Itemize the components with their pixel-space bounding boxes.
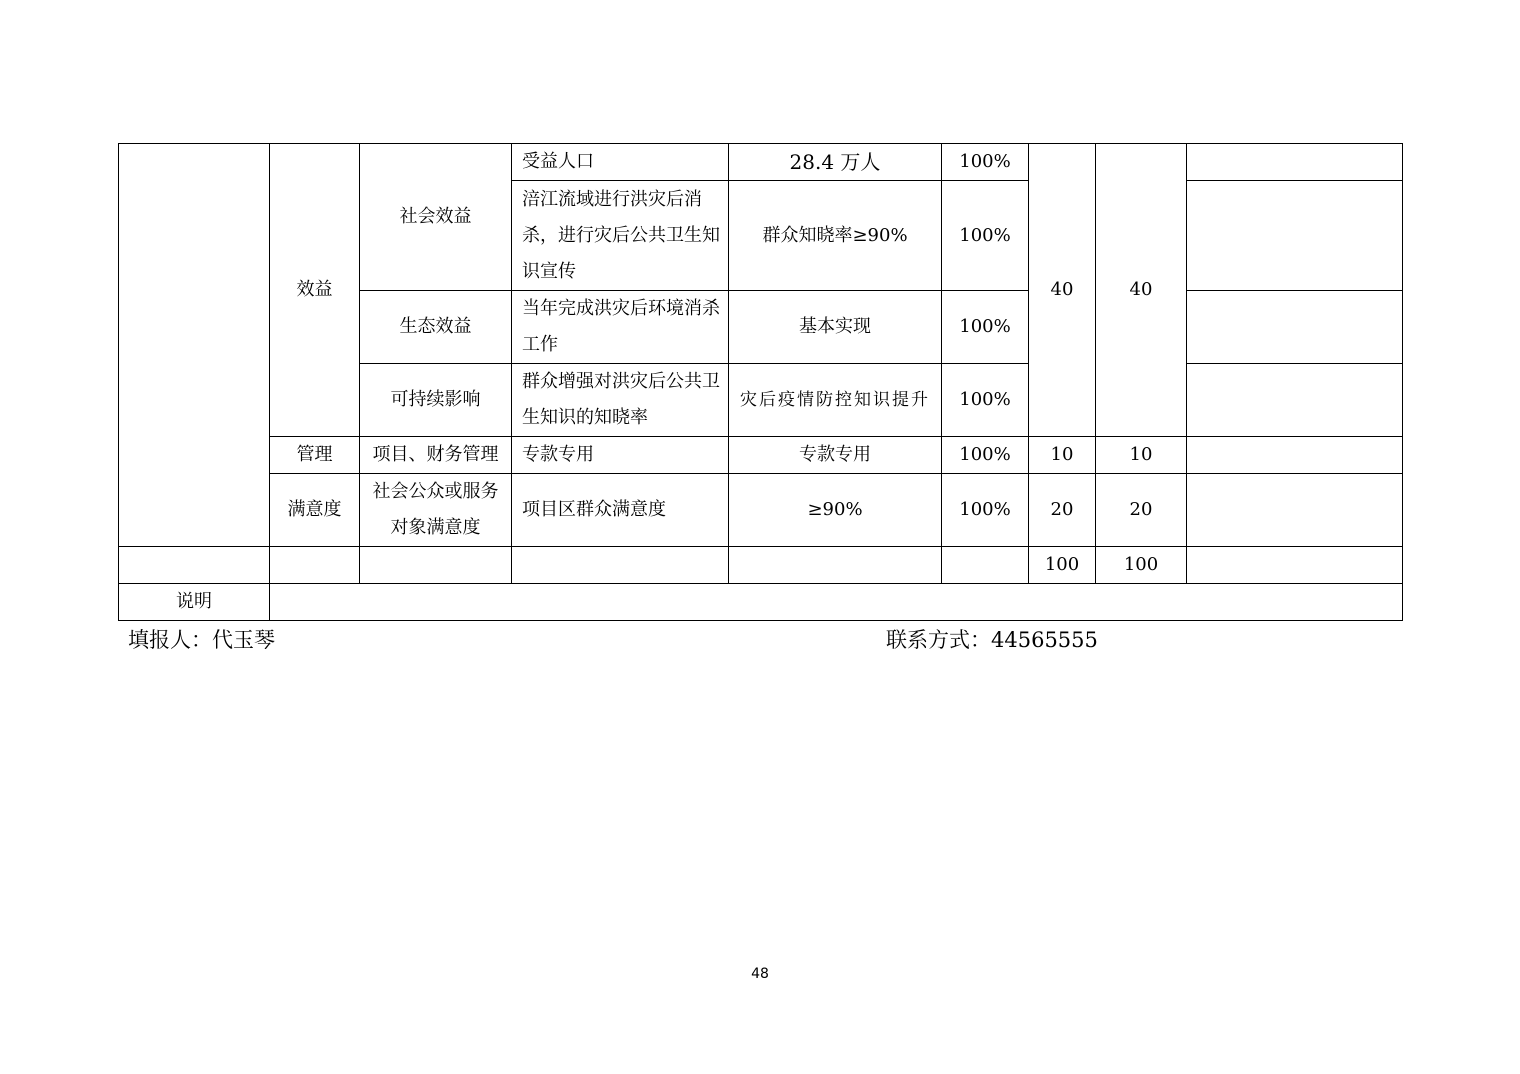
explanation-value (270, 584, 1403, 621)
empty-cell (270, 547, 360, 584)
subcategory-cell: 可持续影响 (360, 364, 512, 437)
subcategory-cell: 社会效益 (360, 144, 512, 291)
target-cell: 群众知晓率≥90% (729, 181, 942, 291)
indicator-cell: 当年完成洪灾后环境消杀工作 (512, 291, 729, 364)
score-cell: 40 (1096, 144, 1187, 437)
indicator-cell: 受益人口 (512, 144, 729, 181)
total-row (119, 547, 1403, 584)
contact-value: 44565555 (991, 628, 1098, 652)
note-cell (1187, 181, 1403, 291)
note-cell (1187, 474, 1403, 547)
indicator-cell: 项目区群众满意度 (512, 474, 729, 547)
weight-cell: 10 (1029, 437, 1096, 474)
subcategory-cell: 项目、财务管理 (360, 437, 512, 474)
table-row (119, 437, 1403, 474)
target-cell: ≥90% (729, 474, 942, 547)
empty-cell (942, 547, 1029, 584)
performance-table (118, 143, 1403, 621)
first-column-cell (119, 144, 270, 547)
reporter-line (128, 624, 275, 654)
subcategory-cell: 生态效益 (360, 291, 512, 364)
note-cell (1187, 364, 1403, 437)
category-cell: 管理 (270, 437, 360, 474)
empty-cell (360, 547, 512, 584)
empty-cell (119, 547, 270, 584)
empty-cell (1187, 547, 1403, 584)
indicator-cell: 群众增强对洪灾后公共卫生知识的知晓率 (512, 364, 729, 437)
category-cell: 效益 (270, 144, 360, 437)
completion-cell: 100% (942, 437, 1029, 474)
target-cell: 28.4 万人 (729, 144, 942, 181)
note-cell (1187, 437, 1403, 474)
completion-cell: 100% (942, 181, 1029, 291)
target-cell: 专款专用 (729, 437, 942, 474)
note-cell (1187, 291, 1403, 364)
category-cell: 满意度 (270, 474, 360, 547)
total-weight-cell: 100 (1029, 547, 1096, 584)
total-score-cell: 100 (1096, 547, 1187, 584)
explanation-row (119, 584, 1403, 621)
target-cell: 灾后疫情防控知识提升 (729, 364, 942, 437)
table-row (119, 144, 1403, 181)
reporter-label: 填报人： (128, 628, 212, 652)
indicator-cell: 涪江流域进行洪灾后消杀，进行灾后公共卫生知识宣传 (512, 181, 729, 291)
weight-cell: 20 (1029, 474, 1096, 547)
table-row (119, 474, 1403, 547)
empty-cell (512, 547, 729, 584)
empty-cell (729, 547, 942, 584)
page-number: 48 (751, 966, 769, 982)
completion-cell: 100% (942, 474, 1029, 547)
explanation-label: 说明 (119, 584, 270, 621)
weight-cell: 40 (1029, 144, 1096, 437)
target-cell: 基本实现 (729, 291, 942, 364)
reporter-name: 代玉琴 (212, 628, 275, 652)
contact-line (886, 624, 1098, 654)
contact-label: 联系方式： (886, 628, 991, 652)
score-cell: 10 (1096, 437, 1187, 474)
subcategory-cell: 社会公众或服务对象满意度 (360, 474, 512, 547)
completion-cell: 100% (942, 364, 1029, 437)
score-cell: 20 (1096, 474, 1187, 547)
indicator-cell: 专款专用 (512, 437, 729, 474)
completion-cell: 100% (942, 291, 1029, 364)
completion-cell: 100% (942, 144, 1029, 181)
note-cell (1187, 144, 1403, 181)
